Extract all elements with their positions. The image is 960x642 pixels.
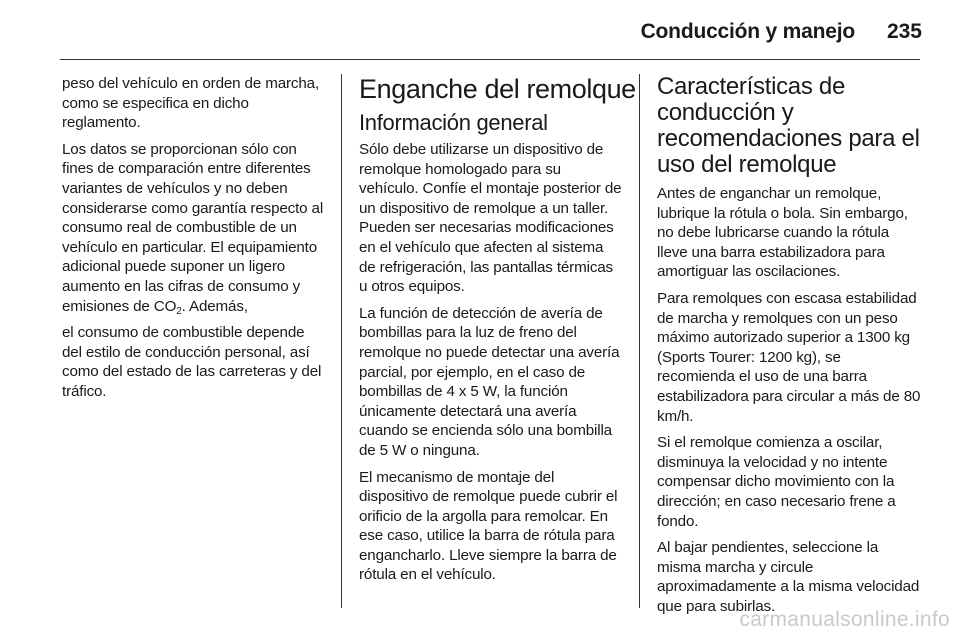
paragraph xyxy=(62,140,327,316)
paragraph: Si el remolque comienza a oscilar, disminuya la velocidad y no intente compensar dicho movimiento con la dirección; en caso necesario frene a fondo. xyxy=(657,434,896,530)
paragraph: La función de detección de avería de bombillas para la luz de freno del remolque no puede detectar una avería parcial, por ejemplo, en el caso de bombillas de 4 x 5 W, la función únicamente detectará una avería cuando se encienda sólo una bombilla de 5 W o ninguna. xyxy=(359,304,620,459)
watermark: carmanualsonline.info xyxy=(739,608,950,631)
column-divider xyxy=(639,74,640,608)
text-column-2 xyxy=(359,74,636,592)
heading-line: conducción y xyxy=(657,99,794,126)
paragraph: el consumo de combustible depende del estilo de conducción personal, así como del estado de las carreteras y del tráfico. xyxy=(62,324,322,400)
heading-line: uso del remolque xyxy=(657,151,837,178)
text-column-3 xyxy=(657,74,922,623)
text-column-1 xyxy=(62,74,327,409)
paragraph-text: Los datos se proporcionan sólo con fines de comparación entre diferentes variantes de vehículos y no deben considerarse como garantía respecto al consumo real de combustible de un vehículo en particular. El equipamiento adicional puede suponer un ligero aumento en las cifras de consumo y emisiones de CO xyxy=(62,140,324,315)
page-header-title: Conducción y manejo xyxy=(640,20,855,43)
paragraph-text: . Además, xyxy=(181,297,248,315)
heading-line: recomendaciones para el xyxy=(657,125,920,152)
paragraph: El mecanismo de montaje del dispositivo de remolque puede cubrir el orificio de la argolla para remolcar. En ese caso, utilice la barra de rótula para engancharlo. Lleve siempre la barra de rótula en el vehículo. xyxy=(359,468,618,584)
heading-line: Características de xyxy=(657,73,846,100)
paragraph: Antes de enganchar un remolque, lubrique la rótula o bola. Sin embargo, no debe lubricarse cuando la rótula lleve una barra estabilizadora para amortiguar las oscilaciones. xyxy=(657,185,908,281)
paragraph: peso del vehículo en orden de marcha, como se especifica en dicho reglamento. xyxy=(62,75,320,132)
subscript: 2 xyxy=(176,305,182,317)
column-divider xyxy=(341,74,342,608)
page-number: 235 xyxy=(886,20,922,43)
paragraph: Al bajar pendientes, seleccione la misma marcha y circule aproximadamente a la misma velocidad que para subirlas. xyxy=(657,539,920,615)
subsection-heading: Información general xyxy=(359,110,548,135)
header-divider xyxy=(60,59,920,60)
section-heading: Enganche del remolque xyxy=(359,74,636,104)
subsection-heading xyxy=(657,74,922,178)
paragraph: Para remolques con escasa estabilidad de marcha y remolques con un peso máximo autorizado superior a 1300 kg (Sports Tourer: 1200 kg), se recomienda el uso de una barra estabilizadora para circular a más de 80 km/h. xyxy=(657,289,921,425)
paragraph: Sólo debe utilizarse un dispositivo de remolque homologado para su vehículo. Confíe el montaje posterior de un dispositivo de remolque a un taller. Pueden ser necesarias modificaciones en el vehículo que afecten al sistema de refrigeración, las pantallas térmicas u otros equipos. xyxy=(359,141,622,296)
